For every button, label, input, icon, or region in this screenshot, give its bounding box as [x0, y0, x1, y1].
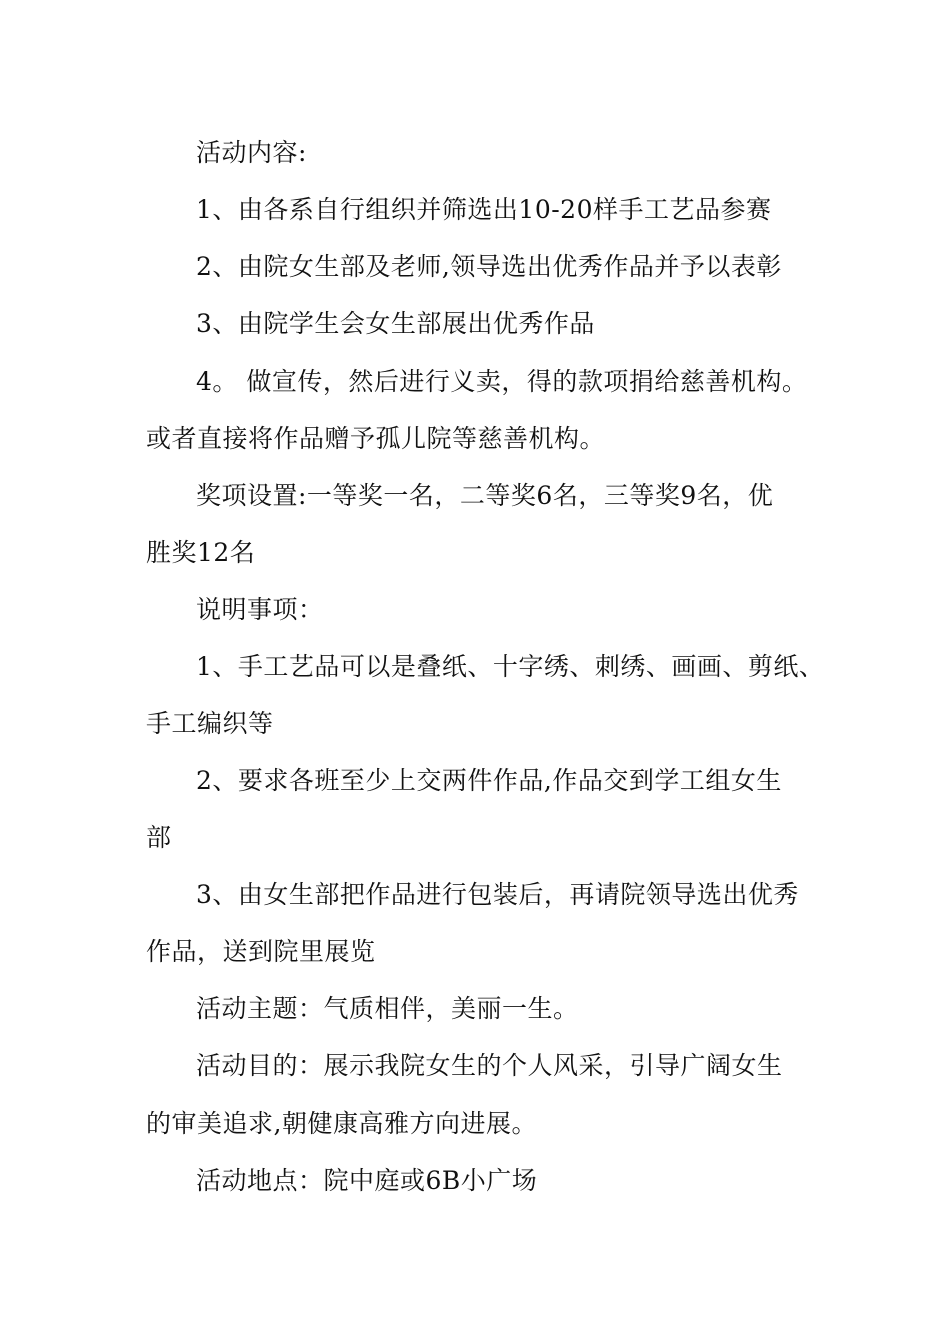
- note-item-1-continued: 手工编织等: [146, 709, 274, 738]
- content-item-3: 3、由院学生会女生部展出优秀作品: [196, 309, 595, 338]
- note-item-3: 3、由女生部把作品进行包装后，再请院领导选出优秀: [196, 880, 799, 909]
- section-heading-content: 活动内容:: [196, 138, 307, 167]
- section-heading-notes: 说明事项：: [196, 595, 324, 624]
- content-item-1: 1、由各系自行组织并筛选出10-20样手工艺品参赛: [196, 195, 772, 224]
- awards-paragraph-continued: 胜奖12名: [146, 538, 256, 567]
- awards-paragraph: 奖项设置:一等奖一名，二等奖6名，三等奖9名，优: [196, 481, 774, 510]
- content-item-4-continued: 或者直接将作品赠予孤儿院等慈善机构。: [146, 424, 606, 453]
- note-item-1: 1、手工艺品可以是叠纸、十字绣、刺绣、画画、剪纸、: [196, 652, 825, 681]
- note-item-2: 2、要求各班至少上交两件作品,作品交到学工组女生: [196, 766, 782, 795]
- activity-location: 活动地点：院中庭或6B小广场: [196, 1166, 538, 1195]
- note-item-2-continued: 部: [146, 823, 172, 852]
- content-item-4: 4。 做宣传，然后进行义卖，得的款项捐给慈善机构。: [196, 367, 808, 396]
- activity-purpose: 活动目的：展示我院女生的个人风采，引导广阔女生: [196, 1051, 783, 1080]
- content-item-2: 2、由院女生部及老师,领导选出优秀作品并予以表彰: [196, 252, 782, 281]
- activity-theme: 活动主题：气质相伴，美丽一生。: [196, 994, 579, 1023]
- note-item-3-continued: 作品，送到院里展览: [146, 937, 376, 966]
- activity-purpose-continued: 的审美追求,朝健康高雅方向进展。: [146, 1109, 537, 1138]
